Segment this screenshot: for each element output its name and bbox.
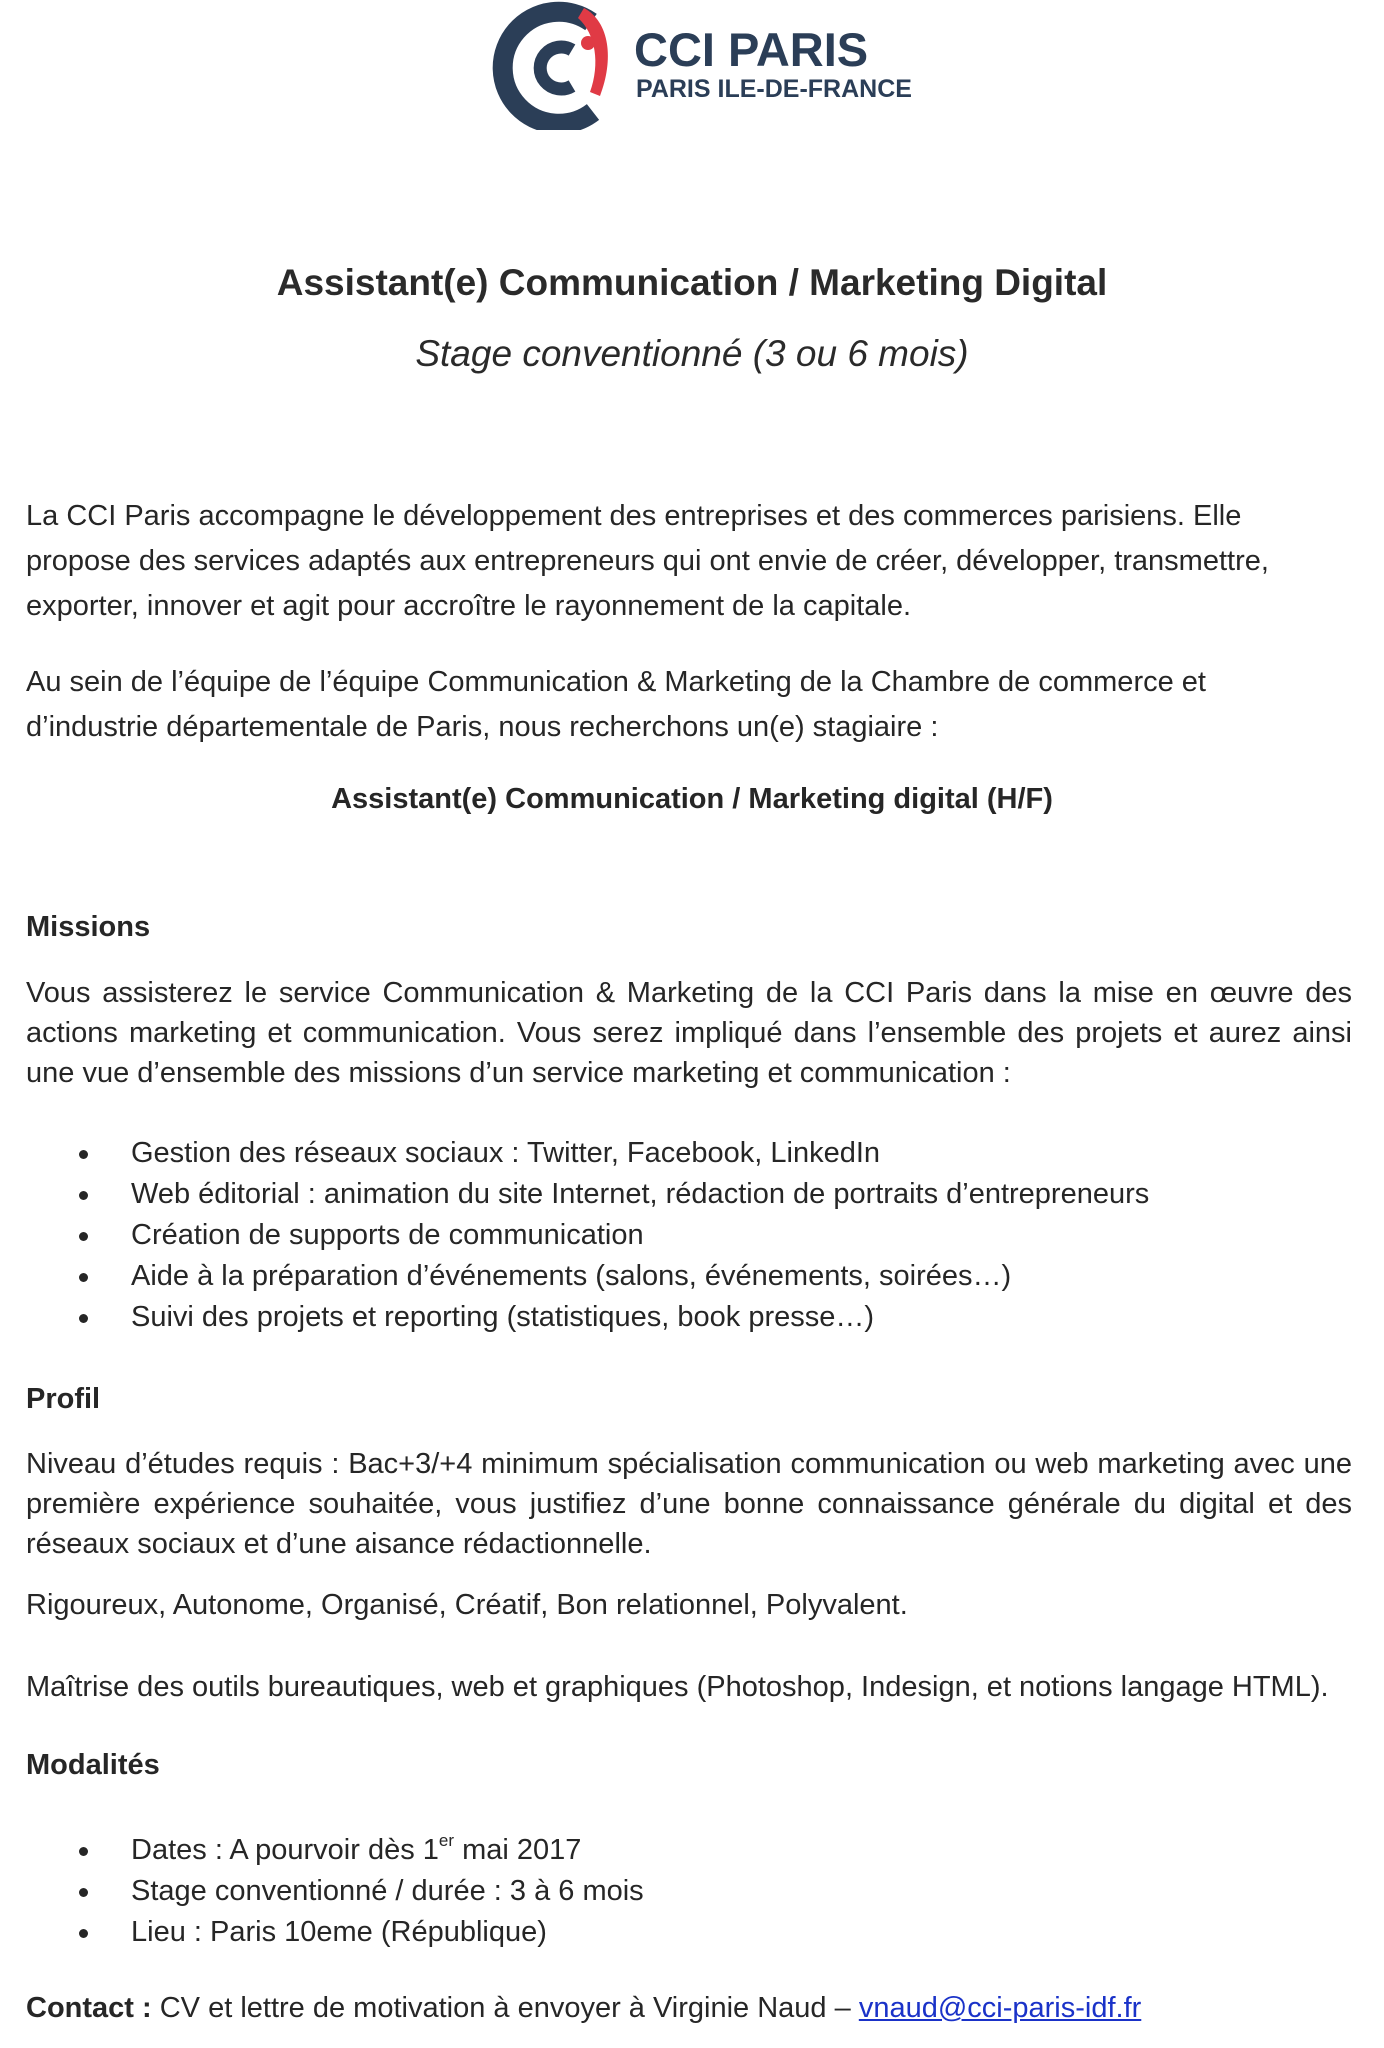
logo-subtitle: PARIS ILE-DE-FRANCE [636,75,912,103]
profil-tools: Maîtrise des outils bureautiques, web et graphiques (Photoshop, Indesign, et notions langage HTML). [26,1671,1329,1703]
bullet-icon [79,1232,88,1241]
cci-paris-logo [488,0,912,130]
profil-paragraph: Niveau d’études requis : Bac+3/+4 minimum spécialisation communication ou web marketing avec une première expérience souhaitée, vous justifiez d’une bonne connaissance générale du digital et des réseaux sociaux et d’une aisance rédactionnelle. [26,1448,1352,1560]
bullet-icon [79,1929,88,1938]
bullet-icon [79,1150,88,1159]
intro-paragraph-2-line-2: d’industrie départementale de Paris, nous recherchons un(e) stagiaire : [26,711,939,743]
bullet-icon [79,1273,88,1282]
logo-name: CCI PARIS [634,23,869,76]
cci-emblem-icon [488,0,628,130]
page-subtitle: Stage conventionné (3 ou 6 mois) [415,333,969,374]
contact-label: Contact : [26,1992,152,2024]
bullet-icon [79,1847,88,1856]
contact-line [26,1992,1141,2025]
contact-text: CV et lettre de motivation à envoyer à Virginie Naud – [151,1992,859,2024]
position-title: Assistant(e) Communication / Marketing digital (H/F) [331,783,1053,815]
intro-paragraph-2-line-1: Au sein de l’équipe de l’équipe Communication & Marketing de la Chambre de commerce et [26,666,1206,698]
profil-qualities: Rigoureux, Autonome, Organisé, Créatif, Bon relationnel, Polyvalent. [26,1589,908,1621]
section-heading-missions: Missions [26,911,151,943]
intro-paragraph-2 [26,660,1352,750]
section-heading-modalites: Modalités [26,1749,160,1781]
contact-email-link[interactable]: vnaud@cci-paris-idf.fr [858,1992,1142,2024]
section-heading-profil: Profil [26,1383,101,1415]
bullet-icon [79,1191,88,1200]
page-title: Assistant(e) Communication / Marketing Digital [276,262,1108,303]
intro-paragraph: La CCI Paris accompagne le développement des entreprises et des commerces parisiens. Elle propose des services adaptés aux entrepreneurs qui ont envie de créer, développer, transmettre, exporter, innover et agit pour accroître le rayonnement de la capitale. [26,500,1269,622]
document-page: CCI PARIS PARIS ILE-DE-FRANCE Assistant(e) Communication / Marketing Digital Stage conventionné (3 ou 6 mois) La CCI Paris accompagne le développement des entreprises et des commerces parisiens. Elle propose des services adaptés aux entrepreneurs qui ont envie de créer, développer, transmettre, exporter, innover et agit pour accroître le rayonnement de la capitale. Au sein de l’équipe de l’équipe Communication & Marketing de la Chambre de commerce et d’industrie départementale de Paris, nous recherchons un(e) stagiaire : Assistant(e) Communication / Marketing digital (H/F) Missions Vous assisterez le service Communication & Marketing de la CCI Paris dans la mise en œuvre des actions marketing et communication. Vous serez impliqué dans l’ensemble des projets et aurez ainsi une vue d’ensemble des missions d’un service marketing et communication : Gestion des réseaux sociaux : Twitter, Facebook, LinkedIn Web éditorial : animation du site Internet, rédaction de portraits d’entrepreneurs Création de supports de communication Aide à la préparation d’événements (salons, événements, soirées…) Suivi des projets et reporting (statistiques, book presse…) Profil Niveau d’études requis : Bac+3/+4 minimum spécialisation communication ou web marketing avec une première expérience souhaitée, vous justifiez d’une bonne connaissance générale du digital et des réseaux sociaux et d’une aisance rédactionnelle. Rigoureux, Autonome, Organisé, Créatif, Bon relationnel, Polyvalent. Maîtrise des outils bureautiques, web et graphiques (Photoshop, Indesign, et notions langage HTML). Modalités Dates : A pourvoir dès 1er mai 2017 Stage conventionné / durée : 3 à 6 mois Lieu : Paris 10eme (République) Contact : CV et lettre de motivation à envoyer à Virginie Naud – vnaud@cci-paris-idf.fr [0,0,1384,2048]
bullet-icon [79,1888,88,1897]
bullet-icon [79,1314,88,1323]
missions-paragraph: Vous assisterez le service Communication & Marketing de la CCI Paris dans la mise en œuvre des actions marketing et communication. Vous serez impliqué dans l’ensemble des projets et aurez ainsi une vue d’ensemble des missions d’un service marketing et communication : [26,977,1352,1089]
